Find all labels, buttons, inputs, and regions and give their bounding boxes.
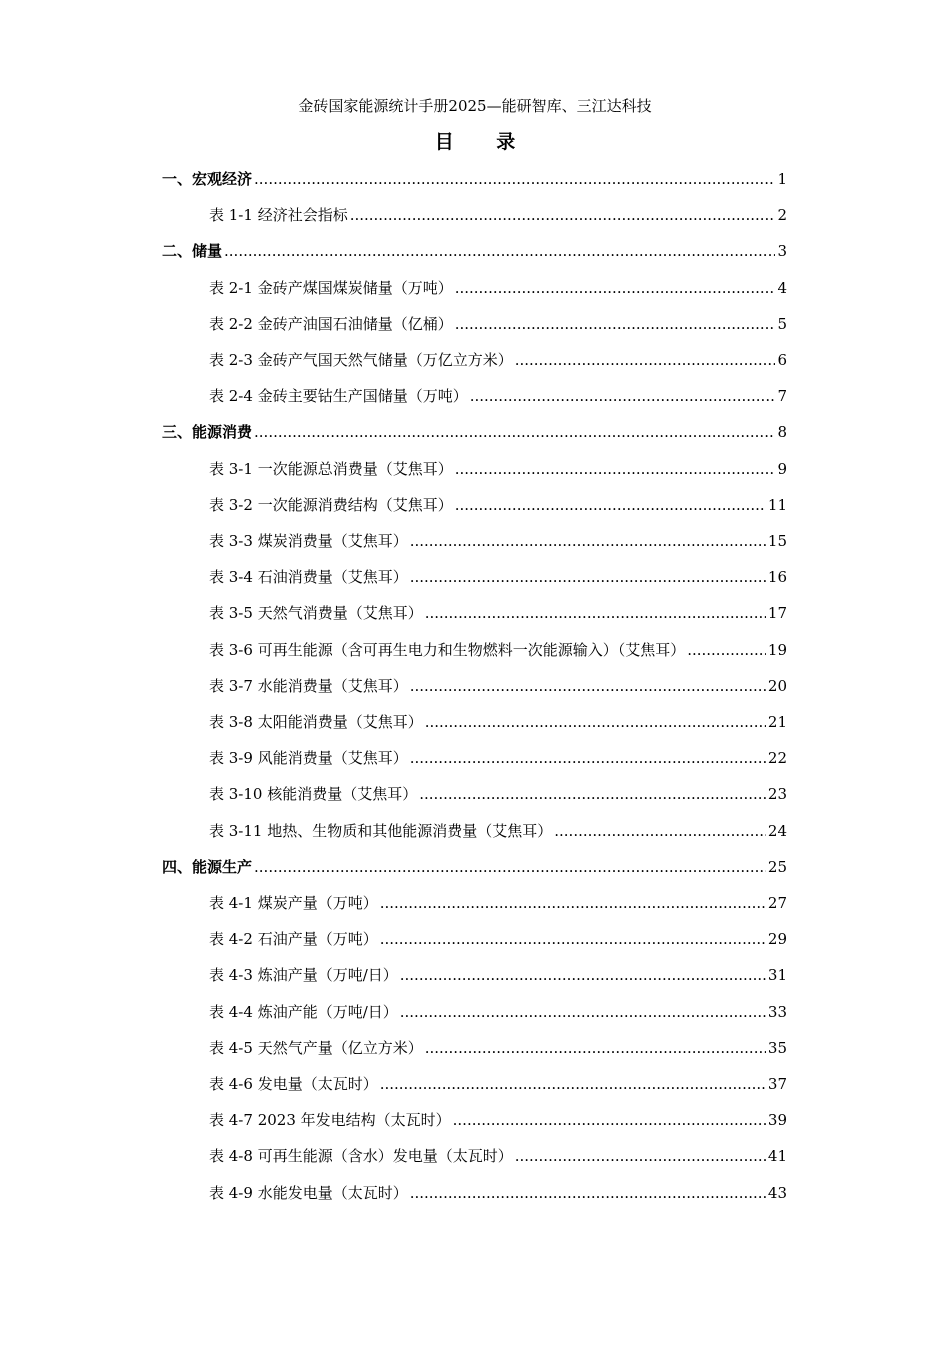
toc-table-entry[interactable]	[209, 1109, 787, 1131]
toc-page-number: 29	[767, 930, 787, 949]
toc-section[interactable]	[162, 240, 787, 262]
toc-entry-label: 表 3-9 风能消费量（艾焦耳）	[209, 749, 408, 768]
toc-table-entry[interactable]	[209, 204, 787, 226]
toc-page-number: 39	[767, 1111, 787, 1130]
toc-entry-label: 表 3-3 煤炭消费量（艾焦耳）	[209, 532, 408, 550]
toc-page-number: 22	[767, 749, 787, 768]
toc-table-entry[interactable]	[209, 530, 787, 552]
toc-entry-label: 表 3-6 可再生能源（含可再生电力和生物燃料一次能源输入）（艾焦耳）	[209, 640, 686, 659]
toc-entry-label: 表 2-4 金砖主要钴生产国储量（万吨）	[209, 387, 468, 406]
toc-entry-label: 表 3-4 石油消费量（艾焦耳）	[209, 568, 408, 587]
toc-entry-label: 表 4-7 2023 年发电结构（太瓦时）	[209, 1111, 451, 1130]
dot-leader	[425, 604, 766, 622]
toc-table-entry[interactable]	[209, 639, 787, 661]
toc-page-number: 5	[777, 314, 787, 333]
toc-page-number: 43	[767, 1183, 787, 1202]
dot-leader	[425, 713, 766, 731]
toc-entry-label: 表 3-1 一次能源总消费量（艾焦耳）	[209, 459, 453, 478]
toc-entry-label: 表 3-5 天然气消费量（艾焦耳）	[209, 604, 423, 623]
dot-leader	[470, 387, 776, 405]
dot-leader	[455, 315, 776, 333]
toc-table-entry[interactable]	[209, 602, 787, 624]
dot-leader	[410, 532, 766, 550]
toc-page-number: 1	[777, 170, 787, 188]
toc-page-number: 20	[767, 676, 787, 695]
toc-table-entry[interactable]	[209, 892, 787, 914]
toc-entry-label: 表 3-10 核能消费量（艾焦耳）	[209, 785, 418, 804]
toc-page-number: 11	[767, 495, 787, 514]
toc-table-entry[interactable]	[209, 711, 787, 733]
toc-entry-label: 表 1-1 经济社会指标	[209, 206, 348, 225]
dot-leader	[410, 749, 766, 767]
dot-leader	[410, 568, 766, 586]
toc-entry-label: 表 4-3 炼油产量（万吨/日）	[209, 966, 398, 985]
dot-leader	[554, 822, 766, 840]
toc-page-number: 17	[767, 604, 787, 623]
dot-leader	[455, 279, 776, 297]
toc-page-number: 35	[767, 1038, 787, 1057]
dot-leader	[380, 894, 766, 912]
toc-page-number: 6	[777, 351, 787, 369]
toc-page-number: 3	[777, 242, 787, 261]
toc-section[interactable]	[162, 168, 787, 190]
toc-table-entry[interactable]	[209, 928, 787, 950]
toc-entry-label: 表 2-2 金砖产油国石油储量（亿桶）	[209, 314, 453, 333]
dot-leader	[254, 858, 766, 876]
toc-page-number: 23	[767, 785, 787, 804]
toc-page-number: 8	[777, 423, 787, 442]
toc-section[interactable]	[162, 856, 787, 878]
toc-entry-label: 表 4-9 水能发电量（太瓦时）	[209, 1183, 408, 1202]
toc-entry-label: 表 4-2 石油产量（万吨）	[209, 930, 378, 949]
toc-entry-label: 表 4-5 天然气产量（亿立方米）	[209, 1038, 423, 1057]
dot-leader	[254, 170, 775, 188]
toc-page-number: 7	[777, 387, 787, 406]
toc-page-number: 16	[767, 568, 787, 587]
toc-page-number: 21	[767, 713, 787, 731]
page-title: 目 录	[434, 131, 534, 153]
toc-table-entry[interactable]	[209, 783, 787, 805]
dot-leader	[515, 351, 776, 369]
dot-leader	[400, 1003, 766, 1021]
dot-leader	[453, 1111, 766, 1129]
toc-table-entry[interactable]	[209, 277, 787, 299]
dot-leader	[455, 460, 776, 478]
toc-page-number: 24	[767, 821, 787, 840]
toc-table-entry[interactable]	[209, 747, 787, 769]
toc-table-entry[interactable]	[209, 1182, 787, 1204]
toc-page-number: 4	[777, 278, 787, 297]
toc-page-number: 15	[767, 532, 787, 550]
dot-leader	[419, 785, 766, 803]
toc-page-number: 37	[767, 1075, 787, 1093]
toc-table-entry[interactable]	[209, 385, 787, 407]
toc-table-entry[interactable]	[209, 313, 787, 335]
toc-entry-label: 表 4-8 可再生能源（含水）发电量（太瓦时）	[209, 1147, 513, 1166]
toc-page-number: 2	[777, 206, 787, 225]
toc-entry-label: 表 3-8 太阳能消费量（艾焦耳）	[209, 713, 423, 731]
dot-leader	[410, 677, 766, 695]
toc-table-entry[interactable]	[209, 675, 787, 697]
toc-entry-label: 表 4-1 煤炭产量（万吨）	[209, 894, 378, 912]
dot-leader	[410, 1184, 766, 1202]
toc-table-entry[interactable]	[209, 566, 787, 588]
dot-leader	[380, 1075, 766, 1093]
dot-leader	[254, 423, 775, 441]
dot-leader	[400, 966, 766, 984]
toc-entry-label: 表 3-11 地热、生物质和其他能源消费量（艾焦耳）	[209, 821, 553, 840]
toc-entry-label: 表 4-4 炼油产能（万吨/日）	[209, 1002, 398, 1021]
toc-table-entry[interactable]	[209, 1145, 787, 1167]
toc-entry-label: 表 4-6 发电量（太瓦时）	[209, 1075, 378, 1093]
toc-page-number: 33	[767, 1002, 787, 1021]
toc-page-number: 27	[767, 894, 787, 912]
dot-leader	[687, 641, 766, 659]
toc-entry-label: 一、宏观经济	[162, 170, 253, 188]
toc-entry-label: 表 3-7 水能消费量（艾焦耳）	[209, 676, 408, 695]
dot-leader	[380, 930, 766, 948]
toc-entry-label: 三、能源消费	[162, 423, 253, 442]
toc-table-entry[interactable]	[209, 1001, 787, 1023]
toc-entry-label: 表 3-2 一次能源消费结构（艾焦耳）	[209, 495, 453, 514]
toc-table-entry[interactable]	[209, 964, 787, 986]
dot-leader	[425, 1039, 766, 1057]
toc-page-number: 9	[777, 459, 787, 478]
dot-leader	[224, 242, 775, 260]
toc-table-entry[interactable]	[209, 820, 787, 842]
toc-table-entry[interactable]	[209, 1073, 787, 1095]
document-header: 金砖国家能源统计手册2025—能研智库、三江达科技	[298, 97, 652, 115]
toc-table-entry[interactable]	[209, 494, 787, 516]
toc-entry-label: 四、能源生产	[162, 857, 253, 876]
toc-page-number: 31	[767, 966, 787, 985]
toc-table-entry[interactable]	[209, 1037, 787, 1059]
toc-page-number: 19	[767, 640, 787, 659]
toc-entry-label: 二、储量	[162, 242, 223, 261]
dot-leader	[455, 496, 766, 514]
toc-section[interactable]	[162, 421, 787, 443]
toc-entry-label: 表 2-3 金砖产气国天然气储量（万亿立方米）	[209, 351, 513, 369]
toc-table-entry[interactable]	[209, 458, 787, 480]
dot-leader	[515, 1147, 766, 1165]
toc-page-number: 25	[767, 857, 787, 876]
toc-table-entry[interactable]	[209, 349, 787, 371]
toc-page-number: 41	[767, 1147, 787, 1166]
toc-entry-label: 表 2-1 金砖产煤国煤炭储量（万吨）	[209, 278, 453, 297]
dot-leader	[350, 206, 776, 224]
